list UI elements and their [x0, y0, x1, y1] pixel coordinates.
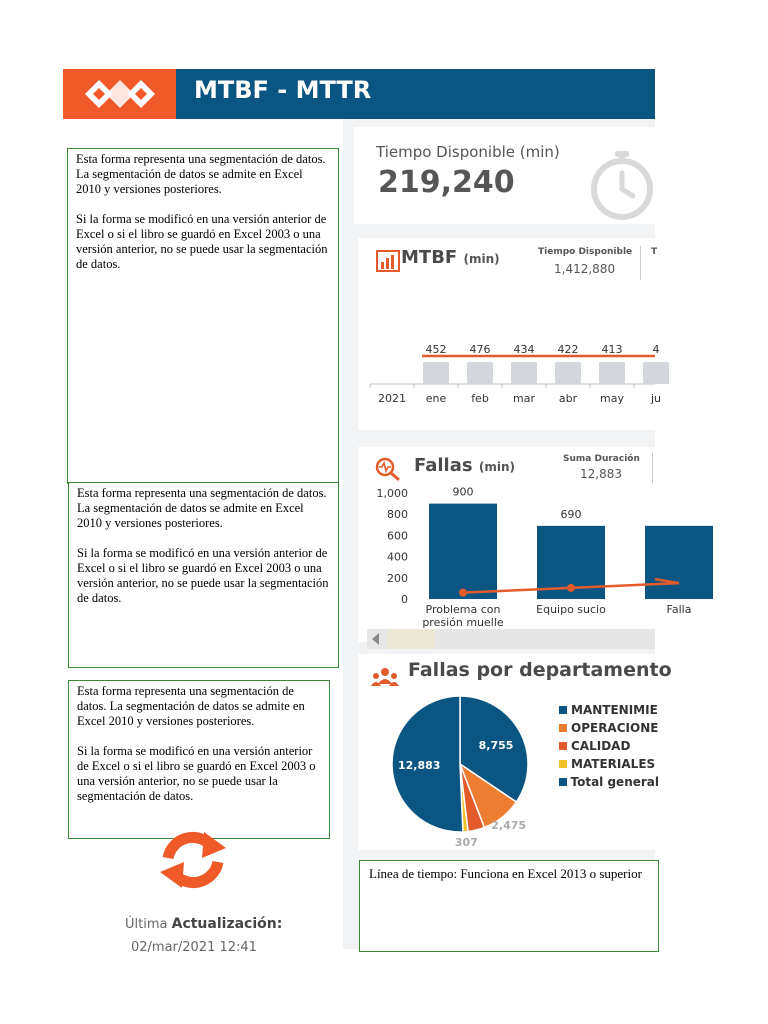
legend-swatch	[559, 724, 567, 732]
fallas-y-tick: 0	[401, 593, 408, 606]
slicer-placeholder-2[interactable]	[68, 482, 339, 668]
mtbf-kpi-value: 1,412,880	[554, 262, 616, 276]
horizontal-scrollbar[interactable]	[367, 629, 655, 649]
fallas-bar-label: 900	[452, 485, 474, 499]
pie-data-label: 8,755	[478, 738, 514, 752]
mtbf-bar-label: 452	[425, 343, 447, 356]
fallas-card	[358, 447, 692, 642]
last-update-prefix: Última	[125, 917, 168, 932]
depto-card	[358, 654, 672, 850]
legend-swatch	[559, 742, 567, 750]
fallas-y-tick: 600	[387, 529, 408, 543]
pie-legend	[559, 701, 659, 791]
legend-item	[559, 773, 659, 791]
mtbf-bar	[467, 362, 493, 384]
legend-label: Total general	[570, 775, 659, 789]
fallas-trend-point	[459, 589, 467, 597]
slicer-placeholder-1[interactable]	[67, 148, 339, 484]
mtbf-unit: (min)	[463, 252, 500, 266]
timeline-placeholder[interactable]: Línea de tiempo: Funciona en Excel 2013 o superior	[359, 860, 659, 952]
scroll-thumb[interactable]	[387, 629, 435, 649]
fallas-bar-label: 690	[560, 507, 582, 521]
stopwatch-icon	[586, 149, 658, 221]
slicer-text-1b: Si la forma se modificó en una versión anterior de Excel o si el libro se guardó en Excel 2003 o una versión anterior, no se puede usar la segmentación de datos.	[76, 212, 328, 271]
mtbf-bar-label: 4	[652, 343, 660, 356]
mtbf-card	[358, 238, 662, 430]
mtbf-bar	[423, 362, 449, 384]
tiempo-disponible-title: Tiempo Disponible (min)	[376, 143, 560, 161]
mtbf-chart	[358, 238, 662, 430]
mtbf-bar-label: 434	[513, 343, 535, 356]
mtbf-kpi-label: Tiempo Disponible	[538, 247, 633, 257]
mtbf-x-tick: may	[600, 392, 624, 405]
mtbf-bar	[555, 362, 581, 384]
mtbf-bar	[599, 362, 625, 384]
last-update-date: 02/mar/2021 12:41	[131, 940, 257, 955]
refresh-icon[interactable]	[150, 828, 236, 892]
company-logo	[63, 69, 176, 119]
legend-item	[559, 719, 659, 737]
legend-item	[559, 701, 659, 719]
fallas-y-tick: 400	[387, 550, 408, 564]
depto-title: Fallas por departamento	[408, 659, 672, 681]
app-title: MTBF - MTTR	[194, 76, 372, 104]
last-update-label	[125, 916, 282, 932]
fallas-kpi-value: 12,883	[580, 467, 622, 481]
tiempo-disponible-value: 219,240	[378, 165, 515, 200]
fallas-x-tick: Falla	[666, 603, 692, 616]
pie-data-label: 12,883	[397, 758, 441, 772]
mtbf-x-tick: abr	[558, 392, 578, 405]
mtbf-bar-label: 476	[469, 343, 491, 356]
fallas-trend-point	[567, 584, 575, 592]
fallas-x-tick: presión muelle	[422, 616, 504, 629]
fallas-y-tick: 1,000	[376, 487, 408, 500]
mtbf-x-tick: mar	[513, 392, 535, 405]
fallas-chart	[358, 447, 692, 642]
fallas-y-tick: 800	[387, 508, 408, 522]
mtbf-bar-label: 422	[557, 343, 579, 356]
slicer-text-2a: Esta forma representa una segmentación de datos. La segmentación de datos se admite en Excel 2010 y versiones posteriores.	[77, 486, 327, 530]
slicer-text-3a: Esta forma representa una segmentación de datos. La segmentación de datos se admite en Excel 2010 y versiones posteriores.	[77, 684, 305, 728]
mtbf-bar-label: 413	[601, 343, 623, 356]
legend-label: OPERACIONE	[571, 721, 659, 735]
mtbf-x-tick: 2021	[378, 392, 406, 405]
fallas-kpi-label: Suma Duración	[563, 454, 640, 464]
mtbf-x-tick: ene	[425, 392, 447, 405]
mtbf-bar	[643, 362, 669, 384]
mtbf-x-tick: ju	[650, 392, 662, 405]
legend-swatch	[559, 706, 567, 714]
fallas-x-tick: Equipo sucio	[536, 603, 606, 616]
fallas-bar	[429, 504, 497, 599]
pie-data-label: 307	[454, 835, 478, 849]
mtbf-title: MTBF	[401, 247, 458, 268]
legend-label: MATERIALES	[571, 757, 656, 771]
legend-swatch	[559, 760, 567, 768]
fallas-unit: (min)	[478, 460, 516, 474]
slicer-text-1a: Esta forma representa una segmentación de datos. La segmentación de datos se admite en Excel 2010 y versiones posteriores.	[76, 152, 326, 196]
tiempo-disponible-card	[354, 127, 655, 224]
legend-item	[559, 737, 659, 755]
pie-data-label: 2,475	[491, 819, 527, 833]
mtbf-bar	[511, 362, 537, 384]
fallas-bar	[645, 526, 713, 599]
slicer-placeholder-3[interactable]	[68, 680, 330, 839]
mtbf-kpi-label-cut: T	[651, 247, 658, 257]
fallas-x-tick: Problema con	[425, 603, 501, 616]
fallas-y-tick: 200	[387, 571, 408, 585]
last-update-bold: Actualización:	[171, 916, 283, 932]
mtbf-x-tick: feb	[471, 392, 489, 405]
depto-pie-chart	[358, 654, 558, 850]
slicer-text-3b: Si la forma se modificó en una versión anterior de Excel o si el libro se guardó en Excel 2003 o una versión anterior, no se puede usar la segmentación de datos.	[77, 744, 316, 803]
logo-diamonds-icon	[63, 69, 176, 119]
scroll-left-arrow-icon[interactable]	[367, 629, 387, 649]
legend-label: MANTENIMIE	[571, 703, 658, 717]
legend-swatch	[559, 778, 567, 786]
slicer-text-2b: Si la forma se modificó en una versión anterior de Excel o si el libro se guardó en Excel 2003 o una versión anterior, no se puede usar la segmentación de datos.	[77, 546, 329, 605]
legend-label: CALIDAD	[571, 739, 631, 753]
fallas-title: Fallas	[414, 455, 473, 476]
legend-item	[559, 755, 659, 773]
